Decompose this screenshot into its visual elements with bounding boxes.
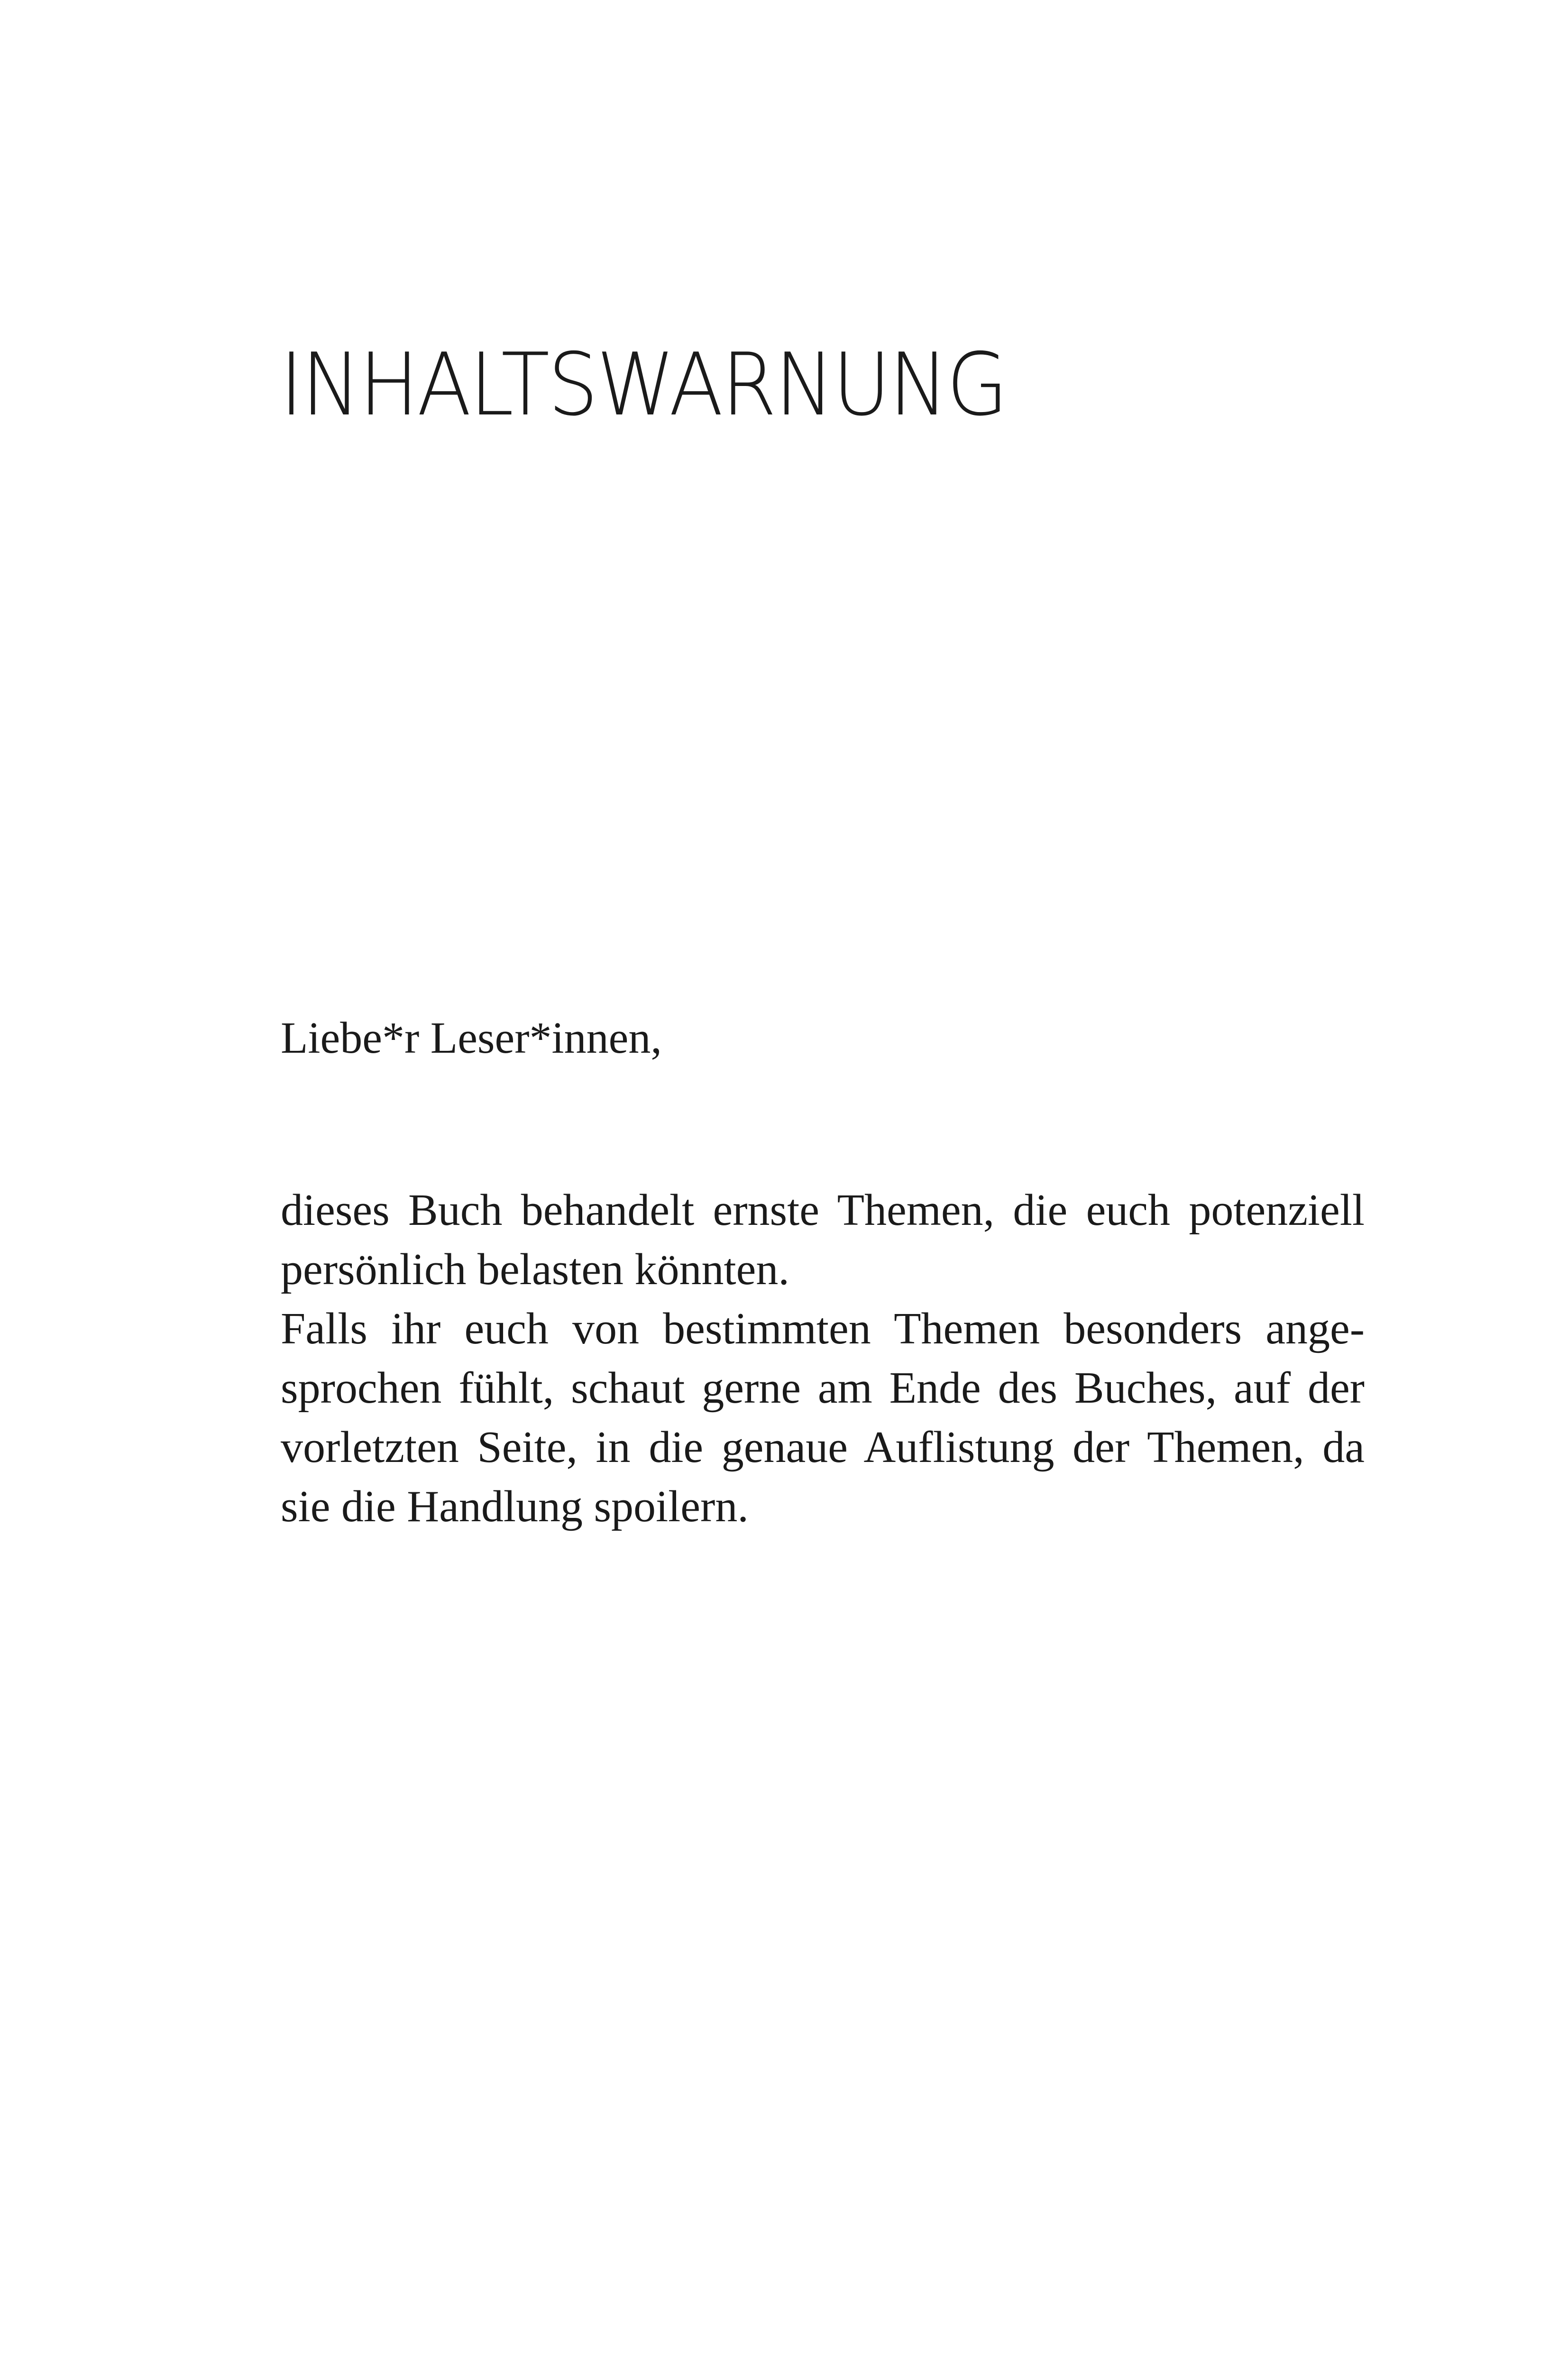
content-warning-text	[281, 1181, 1365, 1536]
paragraph-intro: dieses Buch behandelt ernste Themen, die euch potenziell persönlich belasten könnten.	[281, 1186, 1365, 1294]
paragraph-details: Falls ihr euch von bestimmten Themen besonders angesprochen fühlt, schaut gerne am Ende des Buches, auf der vorletzten Seite, in die genaue Auflistung der Themen, da sie die Handlung spoilern.	[281, 1304, 1365, 1531]
page-title: INHALTSWARNUNG	[280, 334, 1007, 435]
salutation: Liebe*r Leser*innen,	[281, 1013, 662, 1063]
